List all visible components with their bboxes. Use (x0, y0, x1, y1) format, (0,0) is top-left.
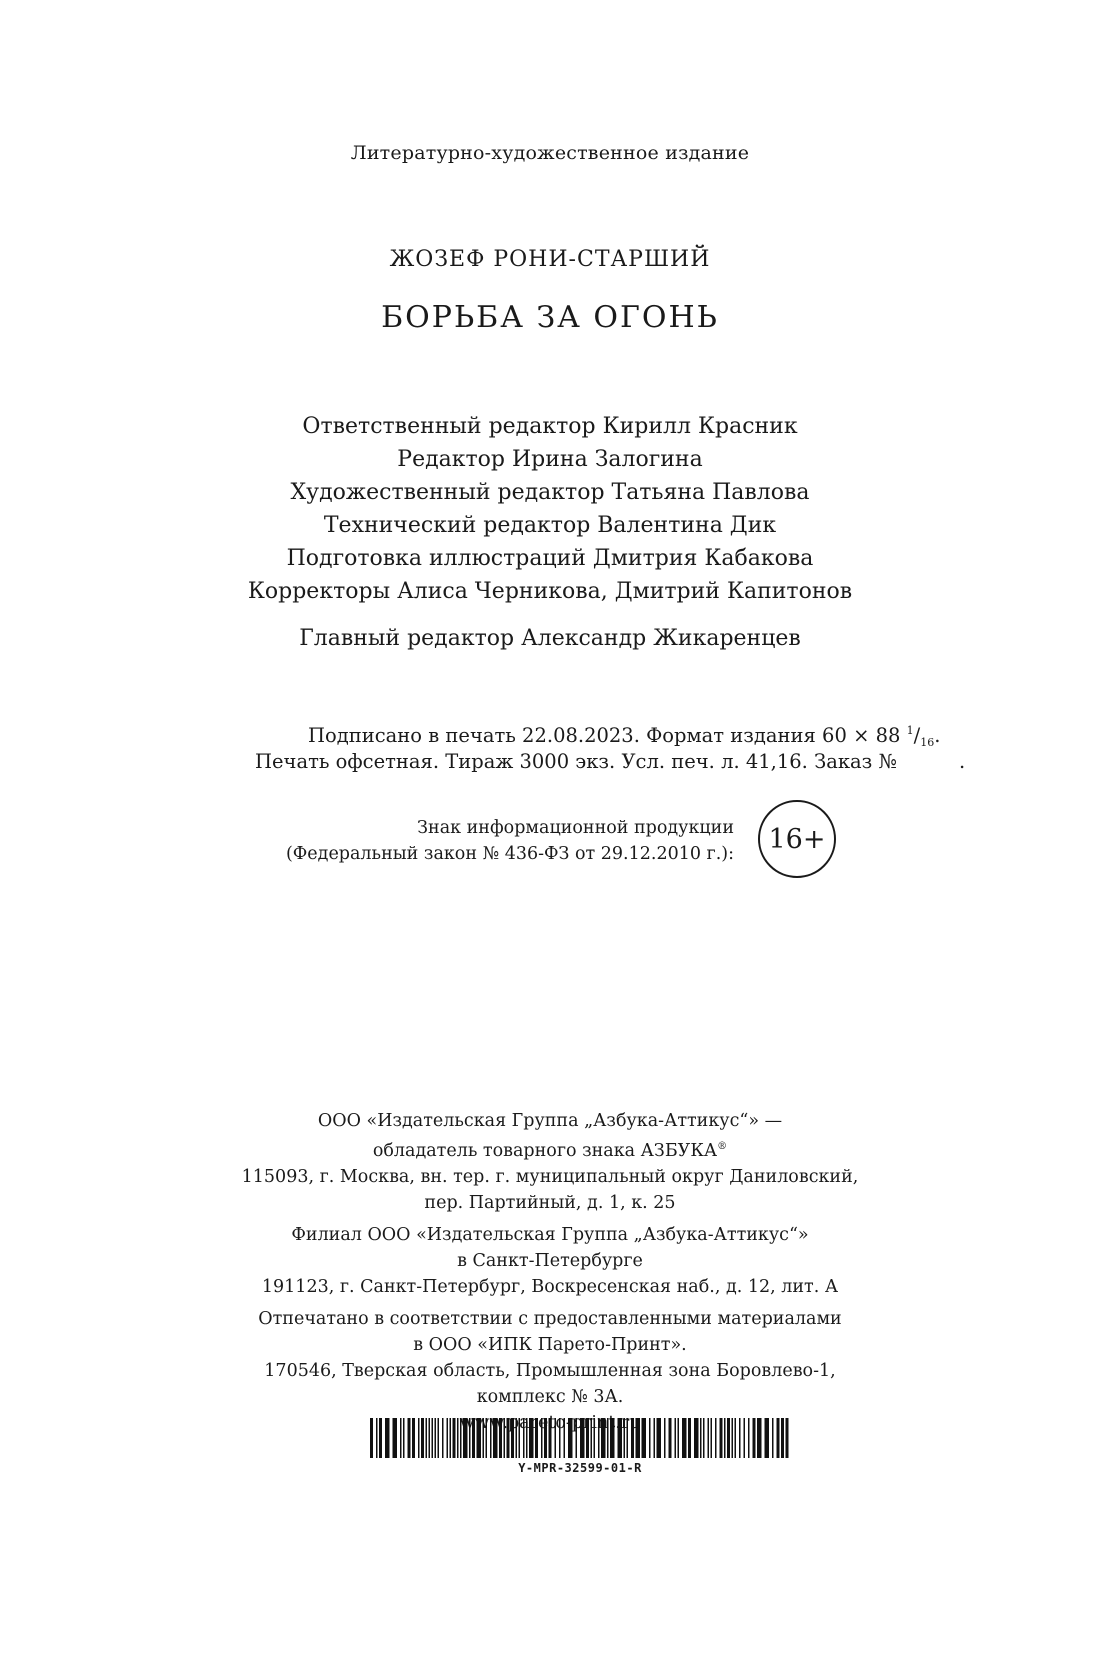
barcode-bar (777, 1418, 780, 1458)
barcode-bar (526, 1418, 528, 1458)
barcode-bar (610, 1418, 615, 1458)
barcode-bar (490, 1418, 492, 1458)
age-rating-badge (758, 800, 836, 878)
barcode-bar (564, 1418, 566, 1458)
barcode-bar (627, 1418, 629, 1458)
staff-line: Корректоры Алиса Черникова, Дмитрий Капитонов (247, 579, 853, 604)
print-info-line-2 (255, 746, 965, 777)
barcode-bar (636, 1418, 641, 1458)
barcode-bar (457, 1418, 459, 1458)
barcode-label: Y-MPR-32599-01-R (518, 1461, 642, 1475)
barcode-bar (786, 1418, 789, 1458)
barcode-bar (442, 1418, 444, 1458)
editorial-staff (0, 410, 1100, 608)
publisher-block-branch (0, 1222, 1100, 1300)
barcode-bar (594, 1418, 596, 1458)
line-2-period: . (958, 750, 966, 773)
barcode-icon (370, 1418, 790, 1458)
barcode-bar (426, 1418, 428, 1458)
barcode-bar (559, 1418, 561, 1458)
barcode-bar (523, 1418, 525, 1458)
staff-line: Подготовка иллюстраций Дмитрия Кабакова (286, 546, 814, 571)
barcode-bar (516, 1418, 518, 1458)
barcode-bar (400, 1418, 402, 1458)
barcode-bar (555, 1418, 557, 1458)
barcode-bar (654, 1418, 656, 1458)
staff-line: Редактор Ирина Залогина (397, 447, 703, 472)
publisher-line: пер. Партийный, д. 1, к. 25 (424, 1192, 676, 1213)
barcode-bar (753, 1418, 756, 1458)
barcode-bar (618, 1418, 623, 1458)
barcode-bar (601, 1418, 606, 1458)
barcode-bar (675, 1418, 677, 1458)
barcode-bar (469, 1418, 471, 1458)
barcode-bar (453, 1418, 456, 1458)
barcode-bar (535, 1418, 538, 1458)
barcode-bar (379, 1418, 382, 1458)
barcode-bar (694, 1418, 699, 1458)
barcode-bar (669, 1418, 672, 1458)
barcode-bar (393, 1418, 398, 1458)
barcode-bar (486, 1418, 488, 1458)
publisher-info (0, 1108, 1100, 1442)
barcode-bar (507, 1418, 510, 1458)
barcode-bar (429, 1418, 431, 1458)
publisher-line (0, 1134, 1100, 1164)
barcode-bar (504, 1418, 506, 1458)
barcode-bar (435, 1418, 437, 1458)
age-rating-text: 16+ (768, 823, 826, 855)
barcode-bar (385, 1418, 390, 1458)
barcode-bar (499, 1418, 502, 1458)
chief-editor: Главный редактор Александр Жикаренцев (299, 626, 801, 651)
staff-line: Ответственный редактор Кирилл Красник (302, 414, 798, 439)
barcode-bar (735, 1418, 737, 1458)
barcode-bar (403, 1418, 405, 1458)
barcode-bar (529, 1418, 534, 1458)
format-denominator: 16 (920, 736, 935, 749)
barcode-bar (541, 1418, 543, 1458)
book-title: БОРЬБА ЗА ОГОНЬ (381, 300, 719, 335)
barcode-bar (664, 1418, 666, 1458)
barcode-bar (720, 1418, 723, 1458)
barcode-bar (682, 1418, 687, 1458)
barcode-bar (739, 1418, 741, 1458)
barcode-bar (591, 1418, 593, 1458)
barcode-bar (765, 1418, 770, 1458)
printer-block (0, 1306, 1100, 1436)
print-date-format-text: Подписано в печать 22.08.2023. Формат издания 60 × 88 (308, 724, 907, 747)
barcode-bar (688, 1418, 691, 1458)
barcode-bar (700, 1418, 702, 1458)
printer-line: 170546, Тверская область, Промышленная зона Боровлево-1, (264, 1360, 836, 1381)
barcode-bar (624, 1418, 626, 1458)
barcode-bar (642, 1418, 647, 1458)
info-sign-line-1: Знак информационной продукции (417, 818, 734, 838)
publisher-block-main (0, 1108, 1100, 1216)
barcode-bar (657, 1418, 662, 1458)
publisher-line: 115093, г. Москва, вн. тер. г. муниципальный округ Даниловский, (241, 1166, 859, 1187)
publisher-line: в Санкт-Петербурге (457, 1250, 643, 1271)
barcode-bar (631, 1418, 634, 1458)
barcode-bar (438, 1418, 440, 1458)
barcode-bar (477, 1418, 482, 1458)
registered-mark: ® (717, 1141, 728, 1152)
publisher-line: ООО «Издательская Группа „Азбука-Аттикус“» — (317, 1111, 783, 1131)
print-run-text: Печать офсетная. Тираж 3000 экз. Усл. печ. л. 41,16. Заказ № (255, 750, 897, 773)
barcode-bar (412, 1418, 415, 1458)
barcode-bar (549, 1418, 552, 1458)
edition-type: Литературно-художественное издание (350, 142, 750, 164)
printer-line: Отпечатано в соответствии с предоставленными материалами (258, 1308, 842, 1329)
staff-line: Технический редактор Валентина Дик (323, 513, 777, 538)
barcode-bar (421, 1418, 424, 1458)
barcode-bar (432, 1418, 434, 1458)
barcode-bar (598, 1418, 600, 1458)
barcode-bar (511, 1418, 514, 1458)
barcode-bar (370, 1418, 373, 1458)
barcode-bar (727, 1418, 730, 1458)
barcode-bar (580, 1418, 585, 1458)
trademark-text: обладатель товарного знака АЗБУКА (372, 1140, 718, 1161)
barcode-bar (748, 1418, 750, 1458)
barcode-bar (781, 1418, 784, 1458)
barcode-bar (703, 1418, 705, 1458)
barcode-bar (732, 1418, 734, 1458)
printer-line: комплекс № 3А. (476, 1386, 624, 1407)
info-product-sign (286, 815, 734, 867)
author-name: ЖОЗЕФ РОНИ-СТАРШИЙ (389, 247, 711, 272)
barcode-bar (607, 1418, 609, 1458)
barcode-bar (460, 1418, 462, 1458)
barcode-bar (408, 1418, 411, 1458)
barcode-bar (472, 1418, 475, 1458)
barcode-bar (649, 1418, 651, 1458)
printer-line: в ООО «ИПК Парето-Принт». (413, 1334, 687, 1355)
barcode-bar (678, 1418, 680, 1458)
barcode-bar (715, 1418, 717, 1458)
barcode-bar (772, 1418, 774, 1458)
barcode-bar (376, 1418, 378, 1458)
staff-line: Художественный редактор Татьяна Павлова (290, 480, 810, 505)
barcode-bar (450, 1418, 452, 1458)
barcode-bar (493, 1418, 498, 1458)
barcode-bar (568, 1418, 573, 1458)
format-numerator: 1 (906, 724, 914, 737)
barcode-bar (757, 1418, 762, 1458)
barcode-bar (447, 1418, 449, 1458)
barcode-bar (576, 1418, 578, 1458)
barcode-bar (586, 1418, 589, 1458)
barcode-bar (708, 1418, 710, 1458)
barcode-bar (711, 1418, 713, 1458)
barcode-bar (463, 1418, 468, 1458)
barcode-bar (744, 1418, 746, 1458)
barcode-bar (483, 1418, 485, 1458)
barcode-bar (724, 1418, 726, 1458)
line-1-period: . (934, 724, 941, 747)
barcode-bar (519, 1418, 521, 1458)
publisher-line: 191123, г. Санкт-Петербург, Воскресенская наб., д. 12, лит. А (261, 1276, 839, 1297)
publisher-line: Филиал ООО «Издательская Группа „Азбука-Аттикус“» (291, 1224, 809, 1245)
barcode-bar (418, 1418, 420, 1458)
barcode-bar (544, 1418, 547, 1458)
info-sign-line-2: (Федеральный закон № 436-ФЗ от 29.12.2010 г.): (285, 844, 734, 864)
format-slash: / (913, 724, 921, 747)
